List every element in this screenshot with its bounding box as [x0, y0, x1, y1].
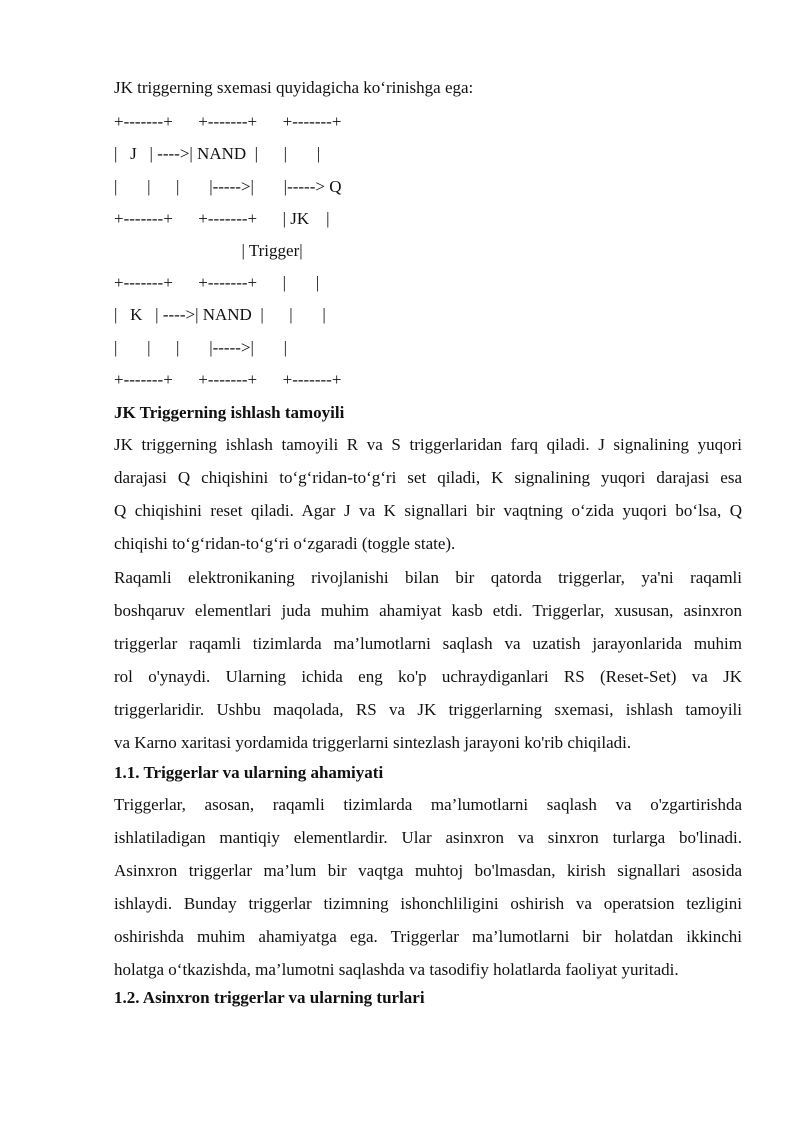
- paragraph-line: darajasi Q chiqishini to‘g‘ridan-to‘g‘ri set qiladi, K signalining yuqori darajasi esa: [114, 468, 742, 487]
- paragraph-line: boshqaruv elementlari juda muhim ahamiyat kasb etdi. Triggerlar, xususan, asinxron: [114, 601, 742, 620]
- section-heading-1-1: 1.1. Triggerlar va ularning ahamiyati: [114, 763, 384, 782]
- diagram-line: | | | |----->| |-----> Q: [114, 177, 342, 196]
- paragraph-line: triggerlaridir. Ushbu maqolada, RS va JK triggerlarning sxemasi, ishlash tamoyili: [114, 700, 742, 719]
- section-heading-jk: JK Triggerning ishlash tamoyili: [114, 403, 345, 422]
- paragraph-line: ishlaydi. Bunday triggerlar tizimning ishonchliligini oshirish va operatsion tezligini: [114, 894, 742, 913]
- paragraph-1-1: [114, 795, 742, 993]
- paragraph-line: oshirishda muhim ahamiyatga ega. Triggerlar ma’lumotlarni bir holatdan ikkinchi: [114, 927, 742, 946]
- section-heading-1-2: 1.2. Asinxron triggerlar va ularning turlari: [114, 988, 425, 1007]
- paragraph-line: JK triggerning ishlash tamoyili R va S triggerlaridan farq qiladi. J signalining yuqori: [114, 435, 742, 454]
- diagram-line: | K | ---->| NAND | | |: [114, 305, 326, 324]
- diagram-line: | Trigger|: [114, 241, 303, 260]
- diagram-line: +-------+ +-------+ +-------+: [114, 112, 342, 131]
- paragraph-line: Q chiqishini reset qiladi. Agar J va K signallari bir vaqtning o‘zida yuqori bo‘lsa, Q: [114, 501, 742, 520]
- paragraph-line: Raqamli elektronikaning rivojlanishi bilan bir qatorda triggerlar, ya'ni raqamli: [114, 568, 742, 587]
- paragraph-line: ishlatiladigan mantiqiy elementlardir. Ular asinxron va sinxron turlarga bo'linadi.: [114, 828, 742, 847]
- intro-text: JK triggerning sxemasi quyidagicha ko‘rinishga ega:: [114, 78, 474, 97]
- paragraph-line: holatga o‘tkazishda, ma’lumotni saqlashda va tasodifiy holatlarda faoliyat yuritadi.: [114, 960, 679, 979]
- paragraph-jk: [114, 435, 742, 567]
- paragraph-line: Triggerlar, asosan, raqamli tizimlarda ma’lumotlarni saqlash va o'zgartirishda: [114, 795, 742, 814]
- diagram-line: +-------+ +-------+ | |: [114, 273, 320, 292]
- paragraph-intro: [114, 568, 742, 766]
- paragraph-line: chiqishi to‘g‘ridan-to‘g‘ri o‘zgaradi (toggle state).: [114, 534, 456, 553]
- diagram-line: | J | ---->| NAND | | |: [114, 144, 321, 163]
- paragraph-line: rol o'ynaydi. Ularning ichida eng ko'p uchraydiganlari RS (Reset-Set) va JK: [114, 667, 742, 686]
- paragraph-line: Asinxron triggerlar ma’lum bir vaqtga muhtoj bo'lmasdan, kirish signallari asosida: [114, 861, 742, 880]
- diagram-line: | | | |----->| |: [114, 338, 288, 357]
- paragraph-line: va Karno xaritasi yordamida triggerlarni sintezlash jarayoni ko'rib chiqiladi.: [114, 733, 632, 752]
- paragraph-line: triggerlar raqamli tizimlarda ma’lumotlarni saqlash va uzatish jarayonlarida muhim: [114, 634, 742, 653]
- diagram-line: +-------+ +-------+ +-------+: [114, 370, 342, 389]
- diagram-line: +-------+ +-------+ | JK |: [114, 209, 330, 228]
